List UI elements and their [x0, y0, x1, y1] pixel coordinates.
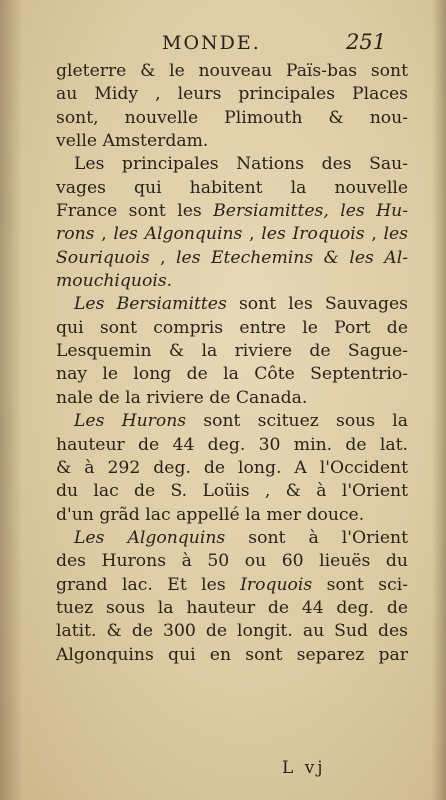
text-line	[56, 270, 408, 293]
text-line	[56, 130, 408, 153]
running-head: MONDE.	[162, 32, 261, 54]
text-segment: latit. & de 300 de longit. au Sud des	[56, 621, 408, 642]
text-segment: velle Amsterdam.	[56, 131, 209, 152]
text-line	[56, 153, 408, 176]
text-line	[56, 107, 408, 130]
italic-text-segment: Les Hurons	[74, 411, 187, 432]
text-segment: France sont les	[56, 201, 214, 222]
text-line	[56, 597, 408, 620]
text-segment: ,	[149, 247, 177, 268]
text-segment: grand lac. Et les	[56, 574, 241, 595]
text-segment: au Midy , leurs principales Places	[56, 84, 408, 105]
text-line	[56, 620, 408, 643]
text-segment: vages qui habitent la nouvelle	[56, 177, 408, 198]
text-segment: ,	[242, 224, 262, 245]
text-line	[56, 363, 408, 386]
italic-text-segment: Les Bersiamittes	[74, 294, 227, 315]
text-segment: Algonquins qui en sont separez par	[56, 644, 408, 665]
italic-text-segment: Souriquois	[56, 247, 150, 268]
text-segment: sont sci-	[312, 574, 408, 595]
text-segment: sont les Sauvages	[226, 294, 408, 315]
signature-mark: L vj	[282, 758, 326, 778]
text-line	[56, 457, 408, 480]
text-segment: & à 292 deg. de long. A l'Occident	[56, 457, 408, 478]
text-line	[56, 550, 408, 573]
page-header	[0, 30, 446, 58]
text-line	[56, 504, 408, 527]
italic-text-segment: les Etechemins & les Al-	[176, 247, 408, 268]
text-segment: Les principales Nations des Sau-	[74, 154, 408, 175]
text-segment: ,	[364, 224, 384, 245]
text-line	[56, 410, 408, 433]
text-segment: sont, nouvelle Plimouth & nou-	[56, 107, 408, 128]
text-line	[56, 480, 408, 503]
italic-text-segment: rons	[56, 224, 95, 245]
text-line	[56, 434, 408, 457]
text-line	[56, 293, 408, 316]
text-line	[56, 574, 408, 597]
italic-text-segment: Bersiamittes, les Hu-	[213, 201, 408, 222]
italic-text-segment: les	[383, 224, 408, 245]
text-segment: ,	[94, 224, 114, 245]
italic-text-segment: Iroquois	[240, 574, 313, 595]
italic-text-segment: Les Algonquins	[74, 527, 226, 548]
text-line	[56, 340, 408, 363]
italic-text-segment: mouchiquois.	[56, 271, 173, 292]
page-number: 251	[346, 30, 387, 54]
italic-text-segment: les Algonquins	[113, 224, 243, 245]
text-segment: gleterre & le nouveau Païs-bas sont	[56, 61, 408, 81]
text-segment: hauteur de 44 deg. 30 min. de lat.	[56, 434, 408, 455]
text-line	[56, 317, 408, 340]
body-text	[56, 60, 408, 667]
text-line	[56, 387, 408, 410]
italic-text-segment: les Iroquois	[261, 224, 365, 245]
text-segment: sont scituez sous la	[186, 411, 408, 432]
text-line	[56, 83, 408, 106]
text-line	[56, 223, 408, 246]
text-segment: Lesquemin & la riviere de Sague-	[56, 341, 408, 362]
text-segment: nay le long de la Côte Septentrio-	[56, 364, 408, 385]
text-segment: tuez sous la hauteur de 44 deg. de	[56, 597, 408, 618]
text-segment: d'un grãd lac appellé la mer douce.	[56, 504, 365, 525]
text-segment: qui sont compris entre le Port de	[56, 317, 408, 338]
text-line	[56, 177, 408, 200]
text-line	[56, 527, 408, 550]
text-segment: des Hurons à 50 ou 60 lieuës du	[56, 551, 408, 572]
text-segment: sont à l'Orient	[225, 527, 408, 548]
text-segment: nale de la riviere de Canada.	[56, 387, 308, 408]
text-line	[56, 200, 408, 223]
text-line	[56, 247, 408, 270]
text-segment: du lac de S. Loüis , & à l'Orient	[56, 481, 408, 502]
text-line	[56, 60, 408, 83]
text-line	[56, 644, 408, 667]
